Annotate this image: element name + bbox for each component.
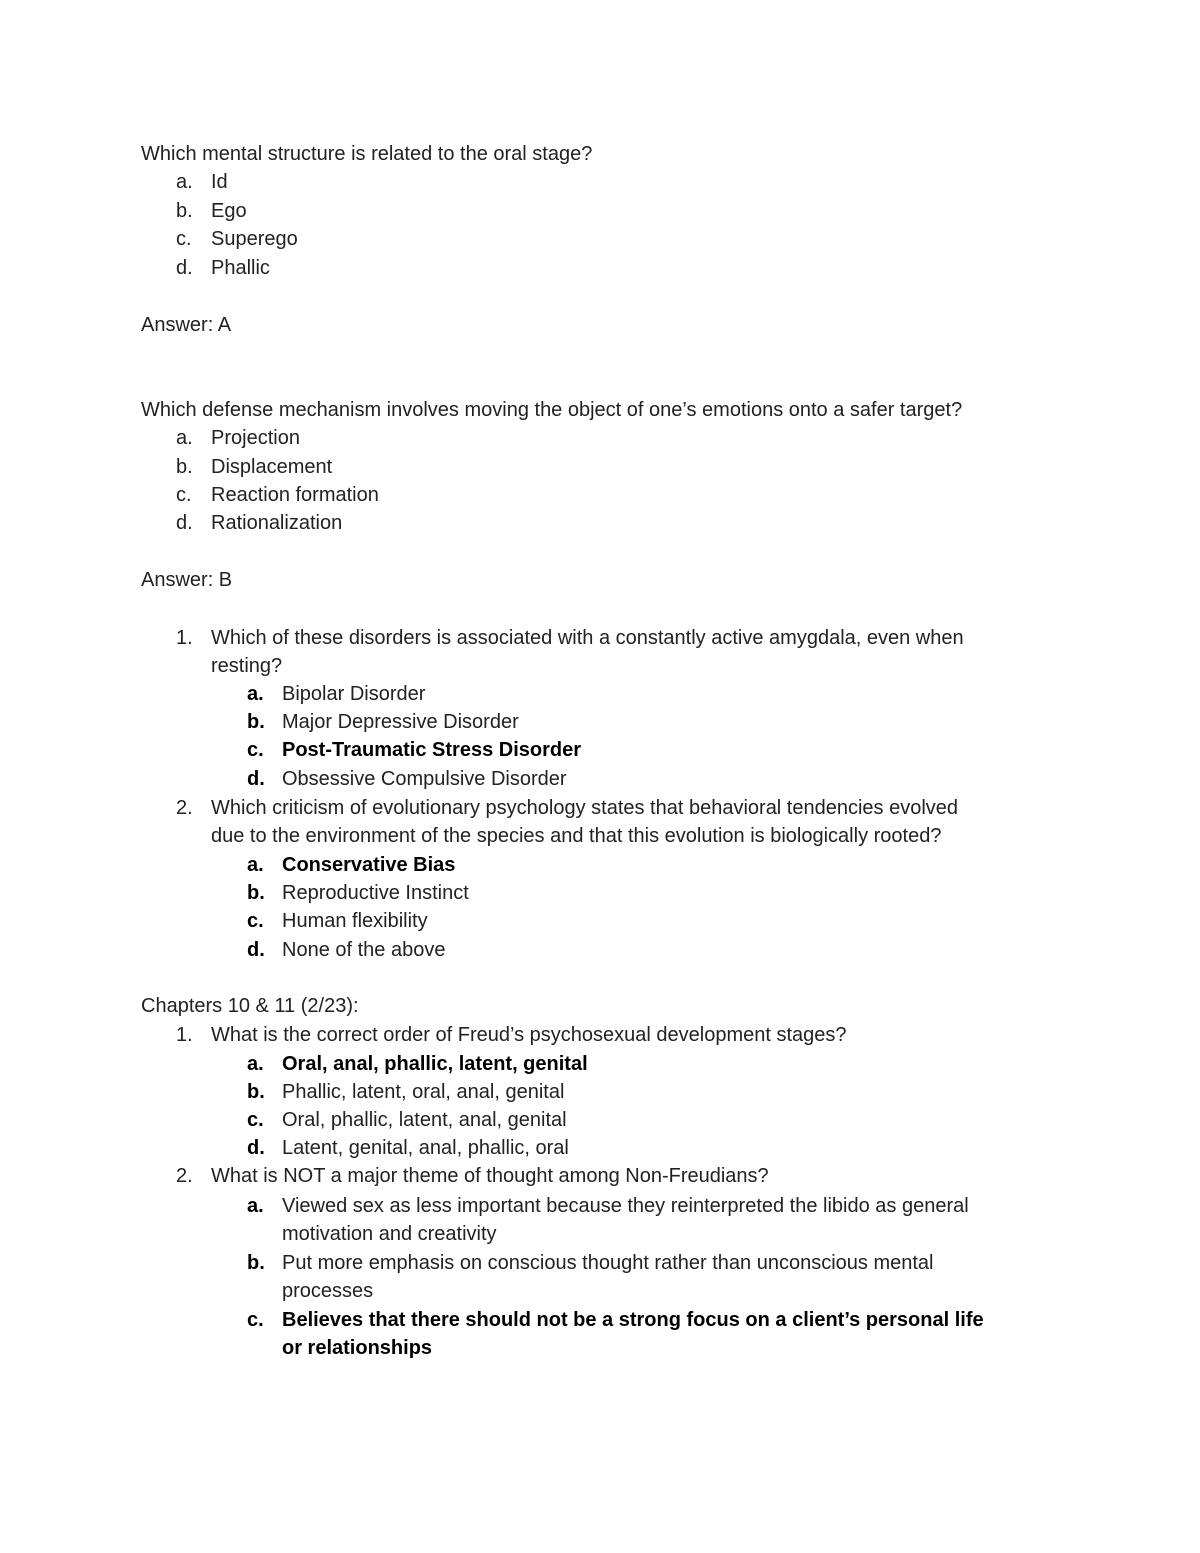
option-text: Superego: [211, 228, 298, 250]
list-number: 1.: [176, 627, 193, 649]
answer-text: Answer: B: [141, 569, 233, 591]
option-text: None of the above: [282, 939, 446, 961]
option-label: b.: [247, 882, 265, 904]
option-label: b.: [247, 1081, 265, 1103]
correct-option-text: Believes that there should not be a strong focus on a client’s personal life: [282, 1309, 984, 1331]
option-text: Rationalization: [211, 512, 343, 534]
option-label: d.: [247, 768, 265, 790]
option-text: motivation and creativity: [282, 1223, 497, 1245]
option-text: Latent, genital, anal, phallic, oral: [282, 1137, 569, 1159]
question-text: due to the environment of the species and that this evolution is biologically rooted?: [211, 825, 942, 847]
option-text: Ego: [211, 200, 247, 222]
option-label: b.: [176, 456, 193, 478]
correct-option-text: Oral, anal, phallic, latent, genital: [282, 1053, 588, 1075]
option-label: c.: [176, 228, 192, 250]
correct-option-text: Post-Traumatic Stress Disorder: [282, 739, 581, 761]
option-label: b.: [247, 711, 265, 733]
option-text: Bipolar Disorder: [282, 683, 426, 705]
option-text: processes: [282, 1280, 374, 1302]
option-text: Put more emphasis on conscious thought rather than unconscious mental: [282, 1252, 934, 1274]
option-text: Oral, phallic, latent, anal, genital: [282, 1109, 567, 1131]
option-label: d.: [176, 512, 193, 534]
question-text: Which mental structure is related to the oral stage?: [141, 143, 593, 165]
correct-option-text: Conservative Bias: [282, 854, 456, 876]
answer-text: Answer: A: [141, 314, 232, 336]
option-text: Projection: [211, 427, 300, 449]
option-label: a.: [247, 1053, 264, 1075]
option-label: a.: [176, 427, 193, 449]
option-label: a.: [247, 1195, 264, 1217]
option-label: c.: [247, 739, 264, 761]
option-text: Reproductive Instinct: [282, 882, 469, 904]
list-number: 2.: [176, 1165, 193, 1187]
option-label: d.: [176, 257, 193, 279]
option-label: a.: [176, 171, 193, 193]
list-number: 1.: [176, 1024, 193, 1046]
option-text: Phallic, latent, oral, anal, genital: [282, 1081, 565, 1103]
question-text: Which criticism of evolutionary psychology states that behavioral tendencies evolved: [211, 797, 959, 819]
option-label: c.: [247, 1309, 264, 1331]
option-label: a.: [247, 683, 264, 705]
option-label: c.: [247, 910, 264, 932]
option-label: c.: [247, 1109, 264, 1131]
option-label: b.: [247, 1252, 265, 1274]
question-text: What is NOT a major theme of thought among Non-Freudians?: [211, 1165, 769, 1187]
question-text: Which defense mechanism involves moving the object of one’s emotions onto a safer target?: [141, 399, 963, 421]
correct-option-text: or relationships: [282, 1337, 433, 1359]
option-label: c.: [176, 484, 192, 506]
option-text: Human flexibility: [282, 910, 428, 932]
option-label: d.: [247, 939, 265, 961]
question-text: Which of these disorders is associated with a constantly active amygdala, even when: [211, 627, 964, 649]
section-heading: Chapters 10 & 11 (2/23):: [141, 995, 359, 1017]
option-text: Phallic: [211, 257, 270, 279]
question-text: resting?: [211, 655, 283, 677]
option-text: Reaction formation: [211, 484, 379, 506]
option-text: Obsessive Compulsive Disorder: [282, 768, 567, 790]
option-label: a.: [247, 854, 264, 876]
option-text: Major Depressive Disorder: [282, 711, 519, 733]
option-label: b.: [176, 200, 193, 222]
option-label: d.: [247, 1137, 265, 1159]
option-text: Viewed sex as less important because they reinterpreted the libido as general: [282, 1195, 969, 1217]
question-text: What is the correct order of Freud’s psychosexual development stages?: [211, 1024, 847, 1046]
option-text: Displacement: [211, 456, 333, 478]
option-text: Id: [211, 171, 228, 193]
list-number: 2.: [176, 797, 193, 819]
